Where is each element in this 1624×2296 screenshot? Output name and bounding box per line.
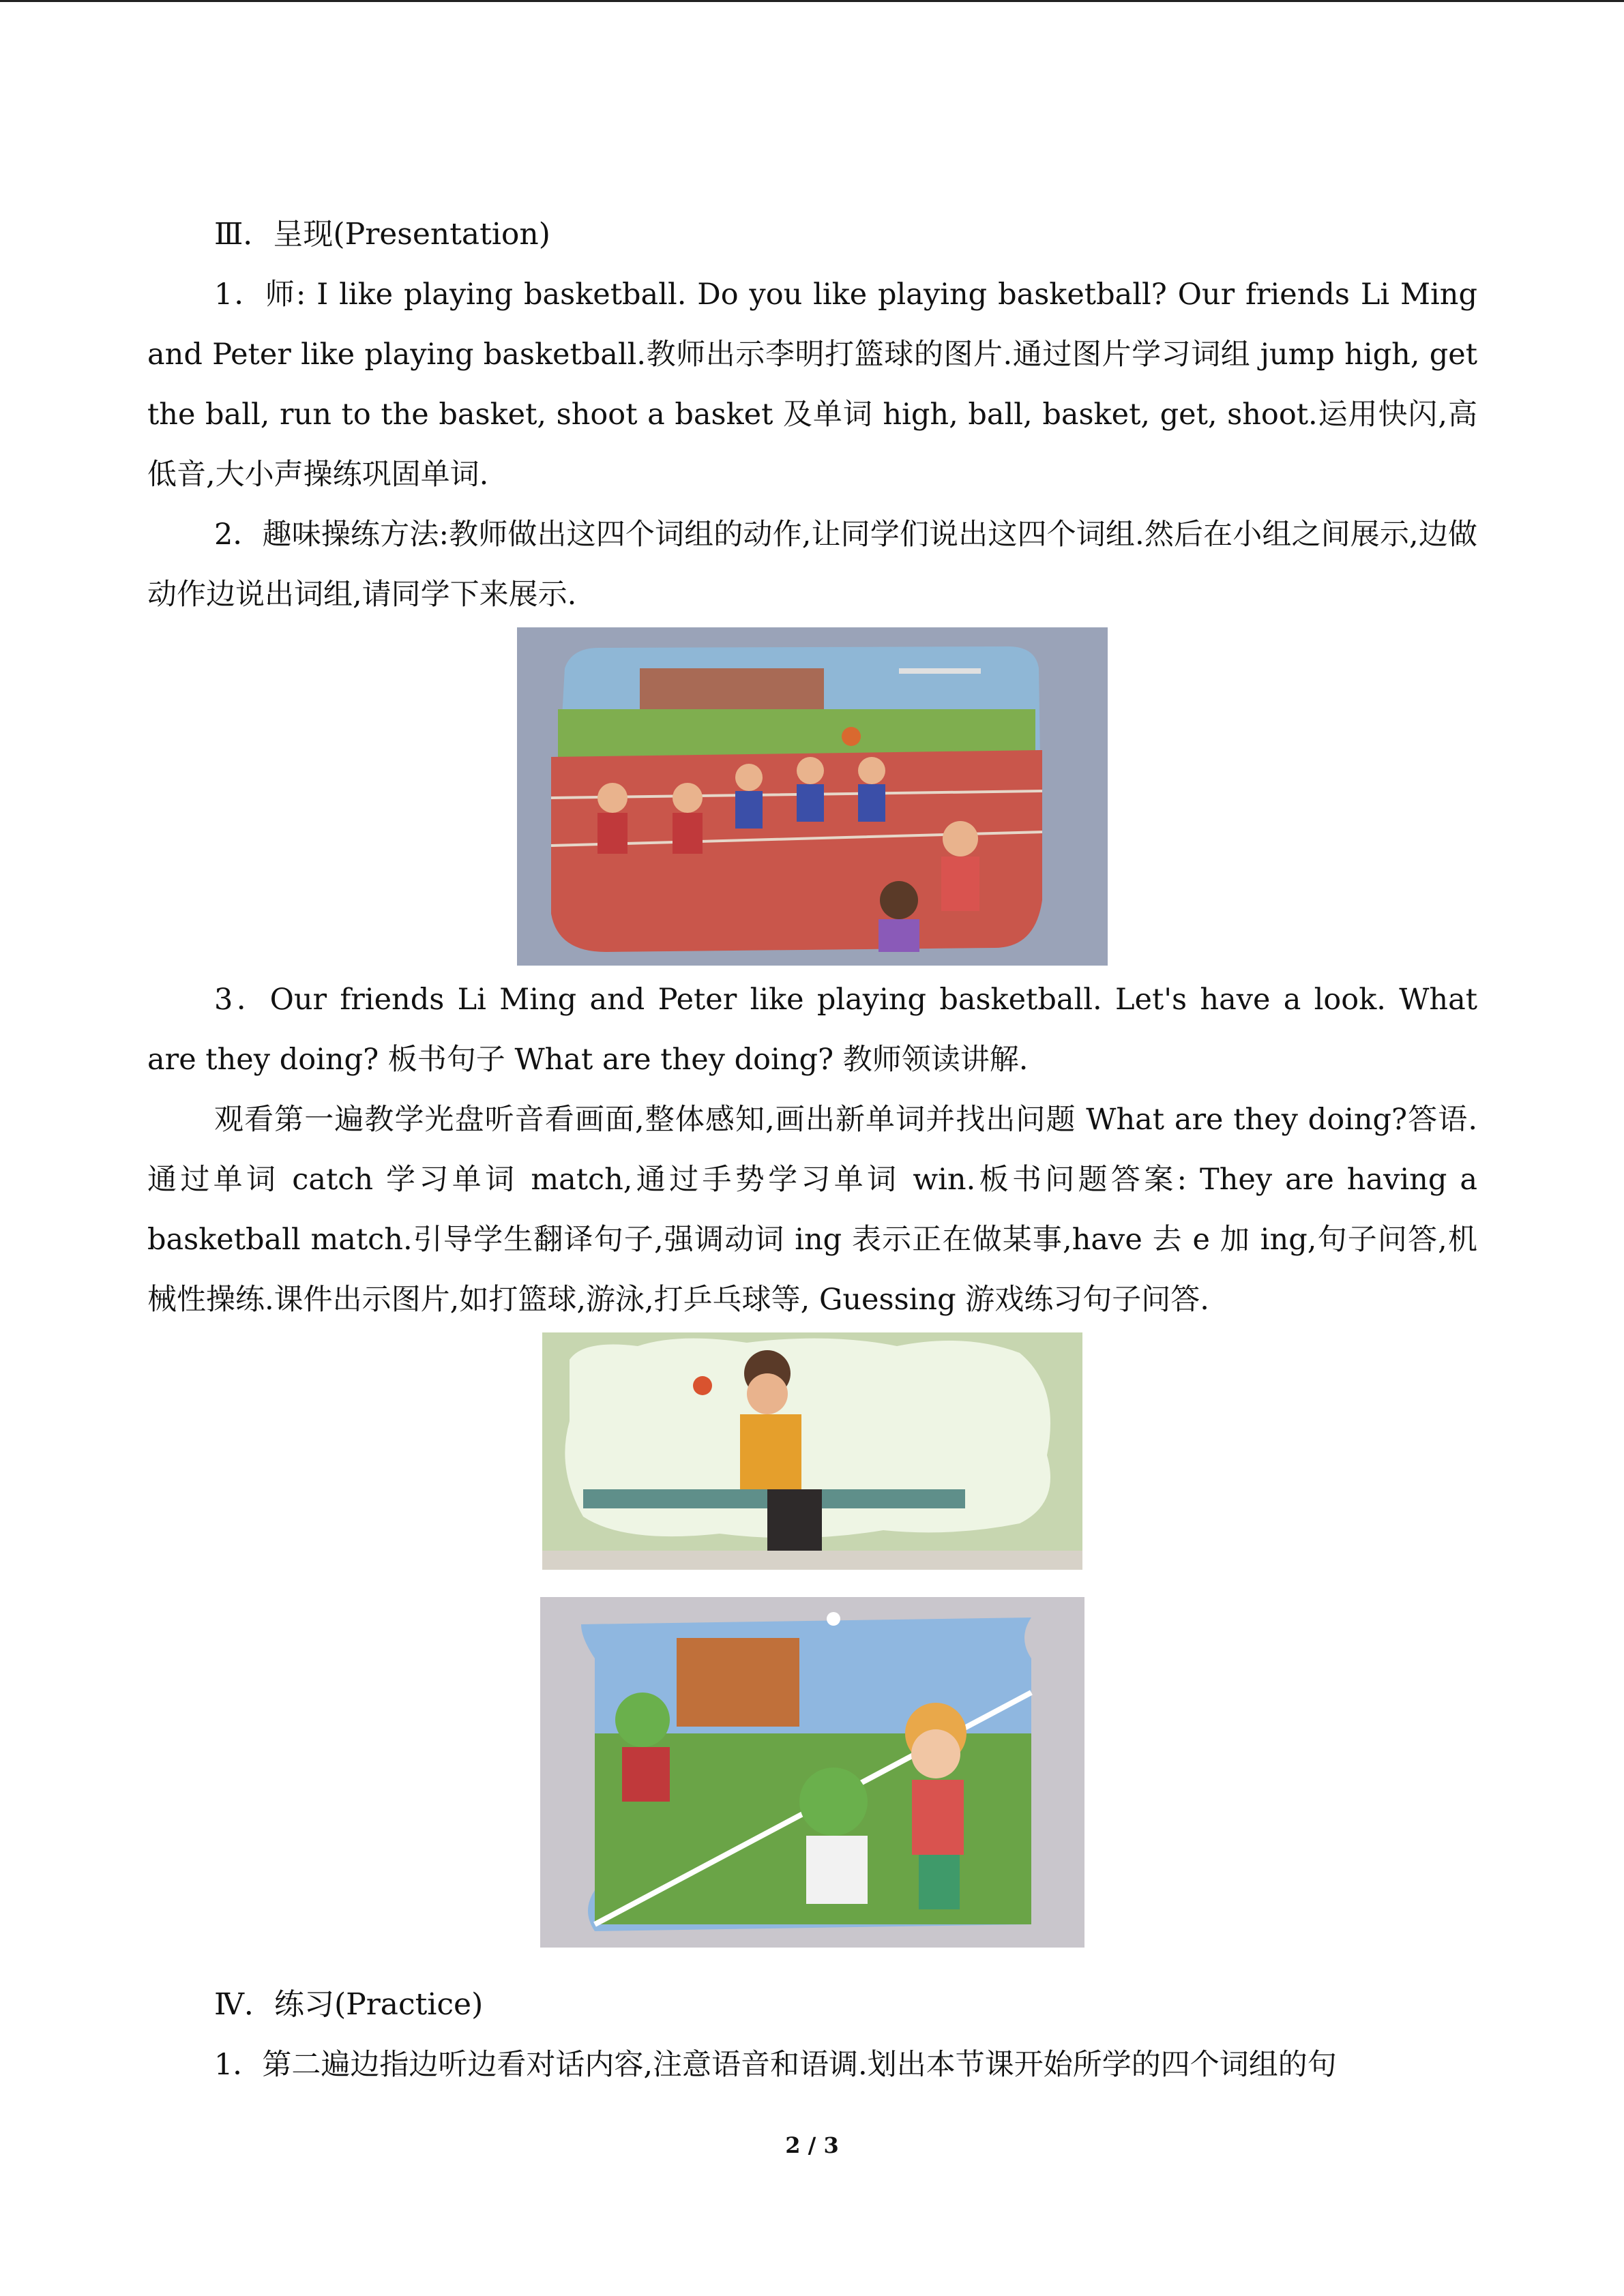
paragraph-3: 3．Our friends Li Ming and Peter like playing basketball. Let's have a look. What are they doing? 板书句子 What are they doing? 教师领读讲解. xyxy=(147,983,1477,1077)
spacer xyxy=(147,1948,1477,1975)
paragraph-4: 观看第一遍教学光盘听音看画面,整体感知,画出新单词并找出问题 What are they doing?答语.通过单词 catch 学习单词 match,通过手势学习单词 win.板书问题答案: They are having a basketball match.引导学生翻译句子,强调动词 ing 表示正在做某事,have 去 e 加 ing,句子问答,机械性操练.课件出示图片,如打篮球,游泳,打乒乓球等, Guessing 游戏练习句子问答. xyxy=(147,1103,1477,1317)
football-field-illustration xyxy=(540,1597,1084,1948)
page-number: 2 / 3 xyxy=(785,2132,839,2158)
basketball-illustration xyxy=(517,627,1108,966)
paragraph-1: 1．师: I like playing basketball. Do you like playing basketball? Our friends Li Ming and Peter like playing basketball.教师出示李明打篮球的图片.通过图片学习词组 jump high, get the ball, run to the basket, shoot a basket 及单词 high, ball, basket, get, shoot.运用快闪,高低音,大小声操练巩固单词. xyxy=(147,278,1477,492)
section-heading-presentation: Ⅲ．呈现(Presentation) xyxy=(214,217,550,252)
paragraph-2: 2．趣味操练方法:教师做出这四个词组的动作,让同学们说出这四个词组.然后在小组之间展示,边做动作边说出词组,请同学下来展示. xyxy=(147,518,1477,612)
paragraph-5: 1．第二遍边指边听边看对话内容,注意语音和语调.划出本节课开始所学的四个词组的句 xyxy=(214,2048,1337,2082)
section-heading-practice: Ⅳ．练习(Practice) xyxy=(214,1987,484,2022)
top-border-line xyxy=(0,0,1624,2)
table-tennis-illustration xyxy=(542,1332,1082,1570)
document-page xyxy=(147,205,1477,2095)
